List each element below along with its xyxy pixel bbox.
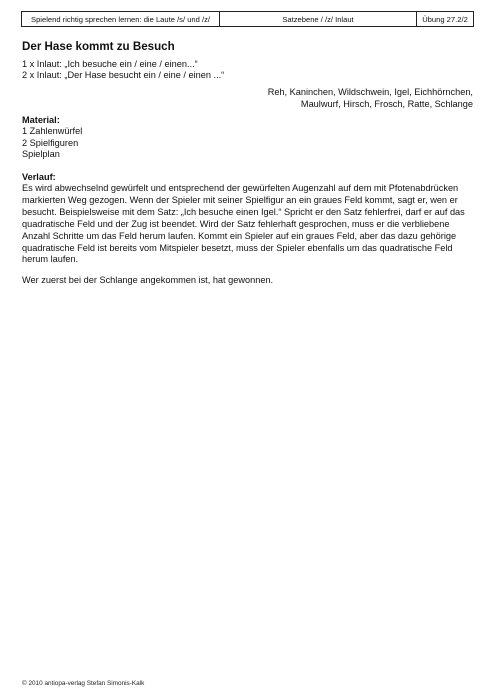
material-heading: Material: [22,115,60,125]
material-item: 2 Spielfiguren [22,137,79,148]
verlauf-heading: Verlauf: [22,172,56,182]
sentence-pattern-2: 2 x Inlaut: „Der Hase besucht ein / eine / einen ...“ [22,70,225,80]
header-topic: Satzebene / /z/ Inlaut [220,12,417,26]
sentence-pattern-1: 1 x Inlaut: „Ich besuche ein / eine / einen...“ [22,59,198,69]
animal-list-line: Maulwurf, Hirsch, Frosch, Ratte, Schlange [300,99,473,109]
verlauf-closing: Wer zuerst bei der Schlange angekommen ist, hat gewonnen. [22,275,274,285]
material-list [22,126,82,161]
page-title: Der Hase kommt zu Besuch [22,40,175,53]
material-item: 1 Zahlenwürfel [22,126,83,136]
header-table [21,11,474,27]
header-series-title: Spielend richtig sprechen lernen: die Laute /s/ und /z/ [22,12,220,26]
animal-list [268,86,473,110]
copyright-footer: © 2010 antiopa-verlag Stefan Simonis-Kalk [22,680,145,687]
verlauf-paragraph: Es wird abwechselnd gewürfelt und entsprechend der gewürfelten Augenzahl auf dem mit Pfotenabdrücken markierten Weg gezogen. Wenn der Spieler mit seiner Spielfigur an ein graues Feld kommt, sagt er, wen er besucht. Beispielsweise mit dem Satz: „Ich besuche einen Igel.“ Spricht er den Satz fehlerfrei, darf er auf das quadratische Feld und der Zug ist beendet. Wird der Satz fehlerhaft gesprochen, muss er die verbliebene Anzahl Schritte um das Feld herum laufen. Kommt ein Spieler auf ein graues Feld, aber das dazu gehörige quadratische Feld ist bereits vom Mitspieler besetzt, muss der Spieler ebenfalls um das quadratische Feld herum laufen. [22,183,465,265]
header-exercise-number: Übung 27.2/2 [422,14,468,24]
material-item: Spielplan [22,149,60,159]
animal-list-line: Reh, Kaninchen, Wildschwein, Igel, Eichhörnchen, [267,87,473,97]
